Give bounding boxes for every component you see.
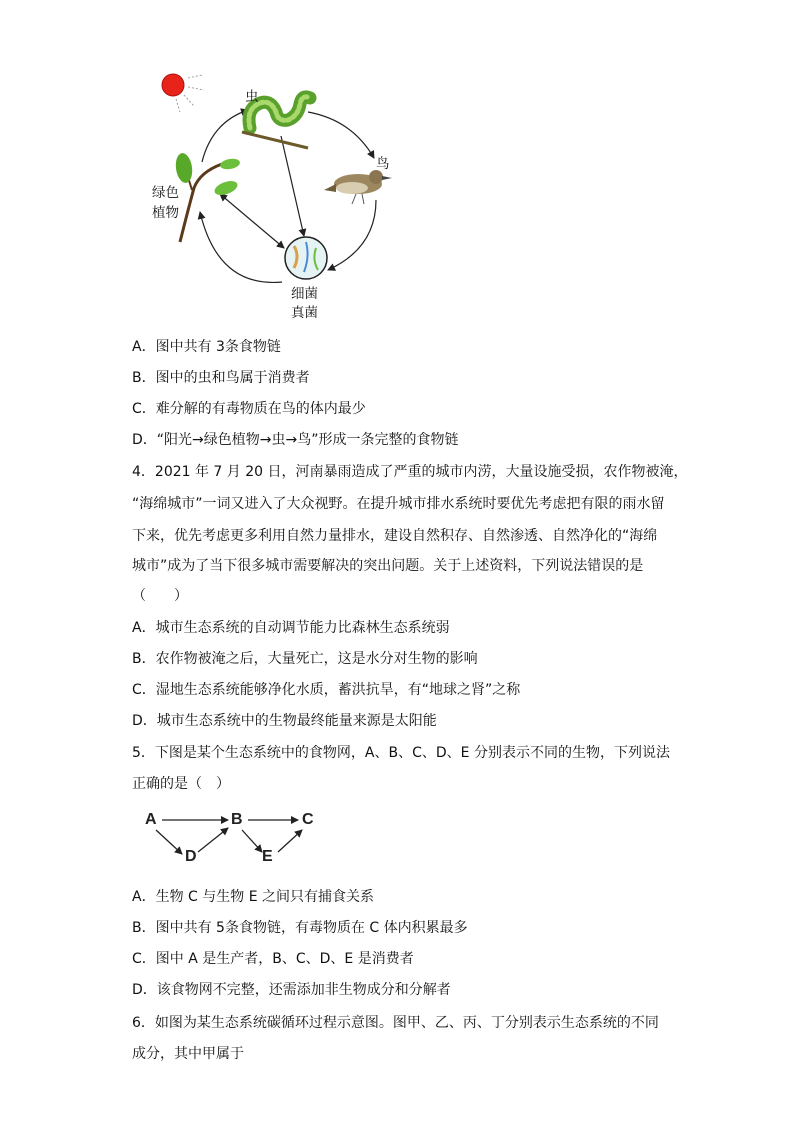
plant-to-insect-arrow	[202, 110, 248, 162]
label-insect: 虫	[245, 89, 259, 105]
node-d: D	[185, 848, 197, 865]
q4-answer-bracket: （ ）	[132, 588, 188, 604]
label-plant-2: 植物	[152, 205, 179, 221]
q3-option-b: B．图中的虫和鸟属于消费者	[132, 370, 310, 386]
arrow-e-c	[278, 830, 302, 852]
q4-option-a: A．城市生态系统的自动调节能力比森林生态系统弱	[132, 620, 450, 636]
insect-to-bird-arrow	[308, 112, 374, 158]
food-web-diagram	[140, 808, 330, 870]
insect-to-decomposer-arrow	[281, 136, 304, 236]
plant-decomposer-arrow	[220, 194, 284, 248]
q4-option-d: D．城市生态系统中的生物最终能量来源是太阳能	[132, 713, 437, 729]
q5-option-b: B．图中共有 5条食物链，有毒物质在 C 体内积累最多	[132, 920, 468, 936]
q3-option-c: C．难分解的有毒物质在鸟的体内最少	[132, 401, 366, 417]
q4-stem-line: 4．2021 年 7 月 20 日，河南暴雨造成了严重的城市内涝，大量设施受损，农作物被淹，	[132, 464, 688, 480]
label-bird: 鸟	[376, 156, 390, 172]
q5-option-c: C．图中 A 是生产者，B、C、D、E 是消费者	[132, 951, 414, 967]
q5-option-d: D．该食物网不完整，还需添加非生物成分和分解者	[132, 982, 451, 998]
q5-option-a: A．生物 C 与生物 E 之间只有捕食关系	[132, 889, 374, 905]
q5-stem-line: 5．下图是某个生态系统中的食物网，A、B、C、D、E 分别表示不同的生物，下列说法	[132, 745, 670, 761]
bird-icon	[324, 170, 392, 204]
arrow-a-d	[156, 830, 182, 854]
q4-stem-line: 下来，优先考虑更多利用自然力量排水，建设自然积存、自然渗透、自然净化的“海绵	[132, 528, 658, 544]
q3-option-d: D．“阳光→绿色植物→虫→鸟”形成一条完整的食物链	[132, 432, 459, 448]
q6-stem-line: 成分，其中甲属于	[132, 1046, 244, 1062]
node-b: B	[231, 811, 243, 828]
arrow-b-e	[242, 830, 262, 852]
q4-option-c: C．湿地生态系统能够净化水质，蓄洪抗旱，有“地球之肾”之称	[132, 682, 521, 698]
arrow-d-b	[198, 828, 228, 852]
bird-to-decomposer-arrow	[328, 200, 376, 270]
label-decomposer-2: 真菌	[291, 305, 318, 321]
plant-icon	[174, 152, 241, 242]
q5-stem-line: 正确的是（ ）	[132, 776, 230, 792]
q4-stem-line: 城市”成为了当下很多城市需要解决的突出问题。关于上述资料，下列说法错误的是	[132, 558, 644, 574]
q4-stem-line: “海绵城市”一词又进入了大众视野。在提升城市排水系统时要优先考虑把有限的雨水留	[132, 496, 665, 512]
label-decomposer-1: 细菌	[291, 286, 318, 302]
node-e: E	[262, 848, 273, 865]
decomposer-to-plant-arrow	[200, 212, 282, 282]
node-a: A	[145, 811, 157, 828]
ecosystem-cycle-diagram	[130, 60, 430, 330]
microbe-circle-icon	[285, 237, 327, 279]
q4-option-b: B．农作物被淹之后，大量死亡，这是水分对生物的影响	[132, 651, 478, 667]
q3-option-a: A．图中共有 3条食物链	[132, 339, 281, 355]
label-plant-1: 绿色	[152, 185, 179, 201]
sun-icon	[162, 74, 204, 112]
node-c: C	[302, 811, 314, 828]
q6-stem-line: 6．如图为某生态系统碳循环过程示意图。图甲、乙、丙、丁分别表示生态系统的不同	[132, 1015, 659, 1031]
